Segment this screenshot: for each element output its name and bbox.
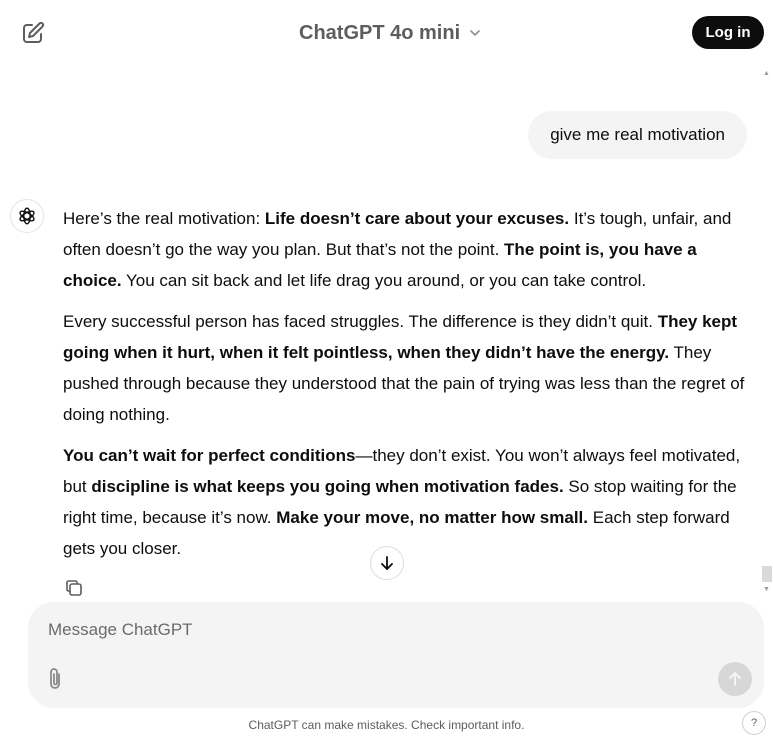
user-message-bubble: give me real motivation — [528, 111, 747, 159]
message-composer — [28, 602, 764, 708]
copy-button[interactable] — [64, 578, 86, 600]
text-span: It’s tough, unfair, and often doesn’t go the way you plan. But that’s not the point. — [63, 209, 732, 259]
model-selector[interactable] — [299, 20, 482, 46]
bold-text: Life doesn’t care about your excuses. — [264, 209, 570, 228]
model-name: ChatGPT 4o mini — [299, 21, 461, 44]
assistant-paragraph — [63, 306, 753, 430]
scrollbar[interactable] — [761, 66, 773, 600]
assistant-message — [63, 203, 753, 574]
arrow-down-icon — [378, 554, 396, 572]
assistant-paragraph — [63, 203, 753, 296]
message-input[interactable] — [46, 614, 690, 646]
login-button[interactable]: Log in — [692, 16, 764, 49]
scroll-down-arrow-icon[interactable]: ▼ — [763, 586, 770, 593]
chevron-down-icon — [468, 26, 482, 40]
openai-logo-icon — [17, 206, 37, 226]
copy-icon — [64, 578, 84, 598]
bold-text: discipline is what keeps you going when motivation fades. — [91, 477, 564, 496]
text-span: Every successful person has faced struggles. The difference is they didn’t quit. — [63, 312, 658, 331]
send-button[interactable] — [718, 662, 752, 696]
bold-text: The point is, you have a choice. — [63, 240, 697, 290]
bold-text: You can’t wait for perfect conditions — [63, 446, 356, 465]
scrollbar-thumb[interactable] — [762, 566, 772, 582]
text-span: You can sit back and let life drag you around, or you can take control. — [121, 271, 647, 290]
scroll-up-arrow-icon[interactable]: ▲ — [763, 70, 770, 77]
disclaimer-text: ChatGPT can make mistakes. Check important info. — [248, 718, 525, 732]
arrow-up-icon — [726, 670, 744, 688]
new-chat-icon — [21, 21, 45, 45]
text-span: —they don’t exist. You won’t always feel motivated, but — [63, 446, 741, 496]
scroll-to-bottom-button[interactable] — [370, 546, 404, 580]
text-span: So stop waiting for the right time, because it’s now. — [63, 477, 737, 527]
help-button[interactable]: ? — [742, 711, 766, 735]
assistant-avatar — [10, 199, 44, 233]
bold-text: Make your move, no matter how small. — [276, 508, 589, 527]
bold-text: They kept going when it hurt, when it felt pointless, when they didn’t have the energy. — [63, 312, 738, 362]
paperclip-icon — [44, 666, 66, 692]
text-span: They pushed through because they understood that the pain of trying was less than the regret of doing nothing. — [63, 343, 745, 424]
assistant-paragraph — [63, 440, 753, 564]
text-span: Each step forward gets you closer. — [63, 508, 730, 558]
new-chat-button[interactable] — [18, 18, 48, 48]
text-span: Here’s the real motivation: — [63, 209, 265, 228]
attach-button[interactable] — [44, 666, 68, 692]
